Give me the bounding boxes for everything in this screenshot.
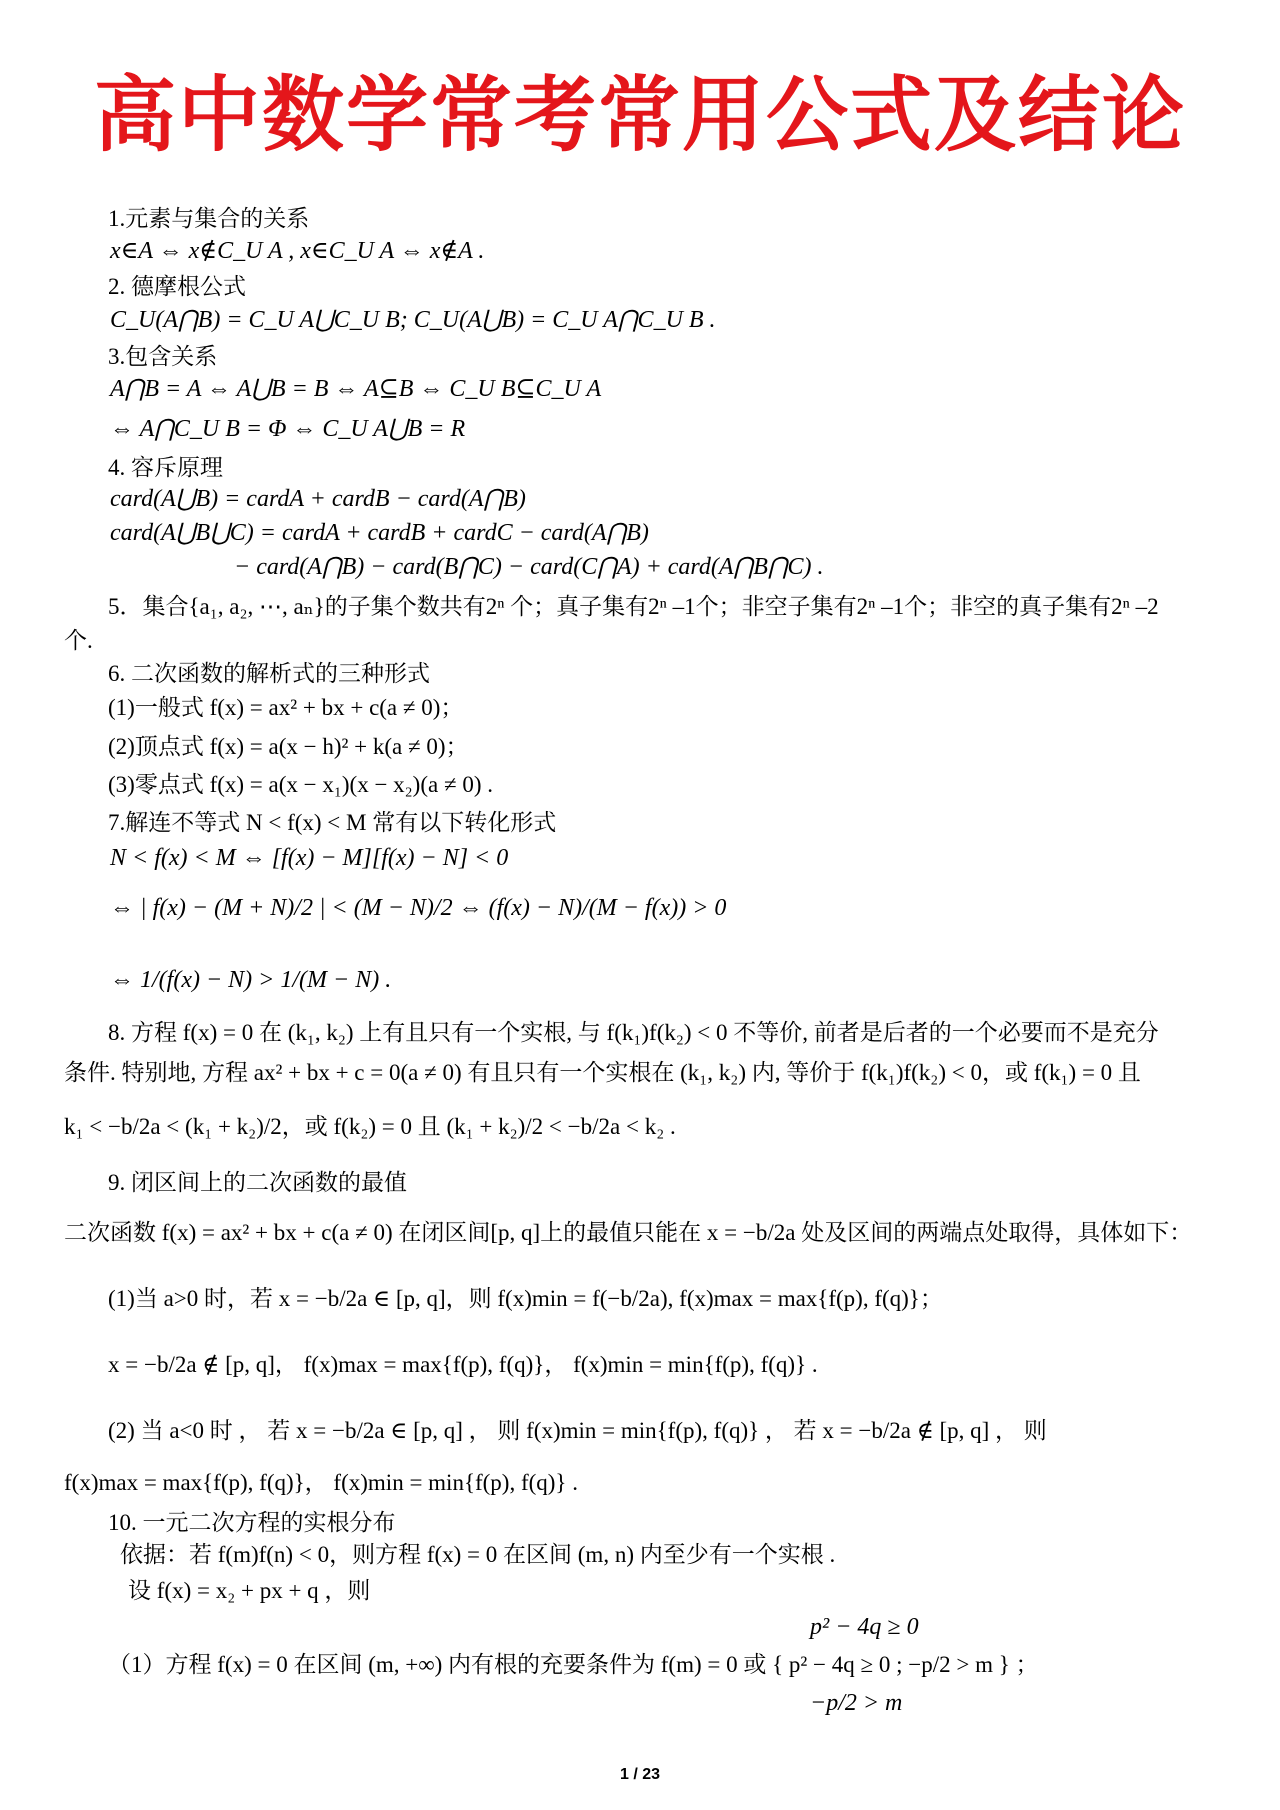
paragraph-text: x = −b/2a ∉ [p, q]， f(x)max = max{f(p), f(q)}， f(x)min = min{f(p), f(q)} .	[108, 1352, 818, 1377]
section-1-heading: 1.元素与集合的关系	[108, 206, 310, 231]
section-9-heading: 9. 闭区间上的二次函数的最值	[108, 1170, 407, 1195]
formula-line: (3)零点式 f(x) = a(x − x₁)(x − x₂)(a ≠ 0) .	[108, 772, 493, 797]
paragraph-text: 条件. 特别地, 方程 ax² + bx + c = 0(a ≠ 0) 有且只有一个实根在 (k₁, k₂) 内, 等价于 f(k₁)f(k₂) < 0，或 f(k₁) = 0 且	[64, 1060, 1141, 1085]
formula-line: − card(A⋂B) − card(B⋂C) − card(C⋂A) + card(A⋂B⋂C) .	[234, 554, 824, 580]
formula-line: card(A⋃B) = cardA + cardB − card(A⋂B)	[110, 486, 526, 512]
formula-line: x∈A ⇔ x∉C_U A , x∈C_U A ⇔ x∉A .	[110, 238, 485, 264]
formula-line: −p/2 > m	[810, 1690, 903, 1716]
paragraph-text: 设 f(x) = x₂ + px + q ，则	[128, 1578, 371, 1603]
formula-line: card(A⋃B⋃C) = cardA + cardB + cardC − card(A⋂B)	[110, 520, 649, 546]
formula-line: ⇔ A⋂C_U B = Φ ⇔ C_U A⋃B = R	[110, 416, 466, 442]
paragraph-text: 5．集合{a₁, a₂, ⋯, aₙ}的子集个数共有2ⁿ 个；真子集有2ⁿ –1个；非空子集有2ⁿ –1个；非空的真子集有2ⁿ –2	[108, 594, 1159, 619]
formula-line: (2)顶点式 f(x) = a(x − h)² + k(a ≠ 0)；	[108, 734, 469, 759]
paragraph-text: f(x)max = max{f(p), f(q)}， f(x)min = min{f(p), f(q)} .	[64, 1470, 578, 1495]
paragraph-text: 个.	[64, 628, 93, 653]
document-title: 高中数学常考常用公式及结论	[93, 68, 1186, 163]
formula-line: N < f(x) < M ⇔ [f(x) − M][f(x) − N] < 0	[110, 845, 509, 871]
formula-line: ⇔ 1/(f(x) − N) > 1/(M − N) .	[110, 967, 392, 993]
paragraph-text: （1）方程 f(x) = 0 在区间 (m, +∞) 内有根的充要条件为 f(m) = 0 或 { p² − 4q ≥ 0 ; −p/2 > m } ；	[108, 1652, 1039, 1677]
section-4-heading: 4. 容斥原理	[108, 455, 223, 480]
paragraph-text: (2) 当 a<0 时 ， 若 x = −b/2a ∈ [p, q] ， 则 f(x)min = min{f(p), f(q)} ， 若 x = −b/2a ∉ [p, q] ， 则	[108, 1418, 1047, 1443]
formula-line: (1)一般式 f(x) = ax² + bx + c(a ≠ 0)；	[108, 695, 464, 720]
paragraph-text: (1)当 a>0 时，若 x = −b/2a ∈ [p, q]，则 f(x)min = f(−b/2a), f(x)max = max{f(p), f(q)}；	[108, 1286, 943, 1311]
section-10-heading: 10. 一元二次方程的实根分布	[108, 1510, 396, 1535]
paragraph-text: 8. 方程 f(x) = 0 在 (k₁, k₂) 上有且只有一个实根, 与 f(k₁)f(k₂) < 0 不等价, 前者是后者的一个必要而不是充分	[108, 1020, 1159, 1045]
section-6-heading: 6. 二次函数的解析式的三种形式	[108, 661, 430, 686]
formula-line: ⇔ | f(x) − (M + N)/2 | < (M − N)/2 ⇔ (f(x) − N)/(M − f(x)) > 0	[110, 895, 727, 921]
section-7-heading: 7.解连不等式 N < f(x) < M 常有以下转化形式	[108, 810, 557, 835]
paragraph-text: 依据：若 f(m)f(n) < 0，则方程 f(x) = 0 在区间 (m, n) 内至少有一个实根 .	[120, 1542, 836, 1567]
formula-line: A⋂B = A ⇔ A⋃B = B ⇔ A⊆B ⇔ C_U B⊆C_U A	[110, 376, 602, 402]
formula-line: C_U(A⋂B) = C_U A⋃C_U B; C_U(A⋃B) = C_U A⋂C_U B .	[110, 307, 716, 333]
section-3-heading: 3.包含关系	[108, 344, 218, 369]
page-number: 1 / 23	[619, 1766, 661, 1783]
section-2-heading: 2. 德摩根公式	[108, 274, 246, 299]
formula-line: p² − 4q ≥ 0	[810, 1614, 919, 1640]
paragraph-text: 二次函数 f(x) = ax² + bx + c(a ≠ 0) 在闭区间[p, q]上的最值只能在 x = −b/2a 处及区间的两端点处取得，具体如下：	[64, 1220, 1193, 1245]
paragraph-text: k₁ < −b/2a < (k₁ + k₂)/2，或 f(k₂) = 0 且 (k₁ + k₂)/2 < −b/2a < k₂ .	[64, 1114, 676, 1139]
